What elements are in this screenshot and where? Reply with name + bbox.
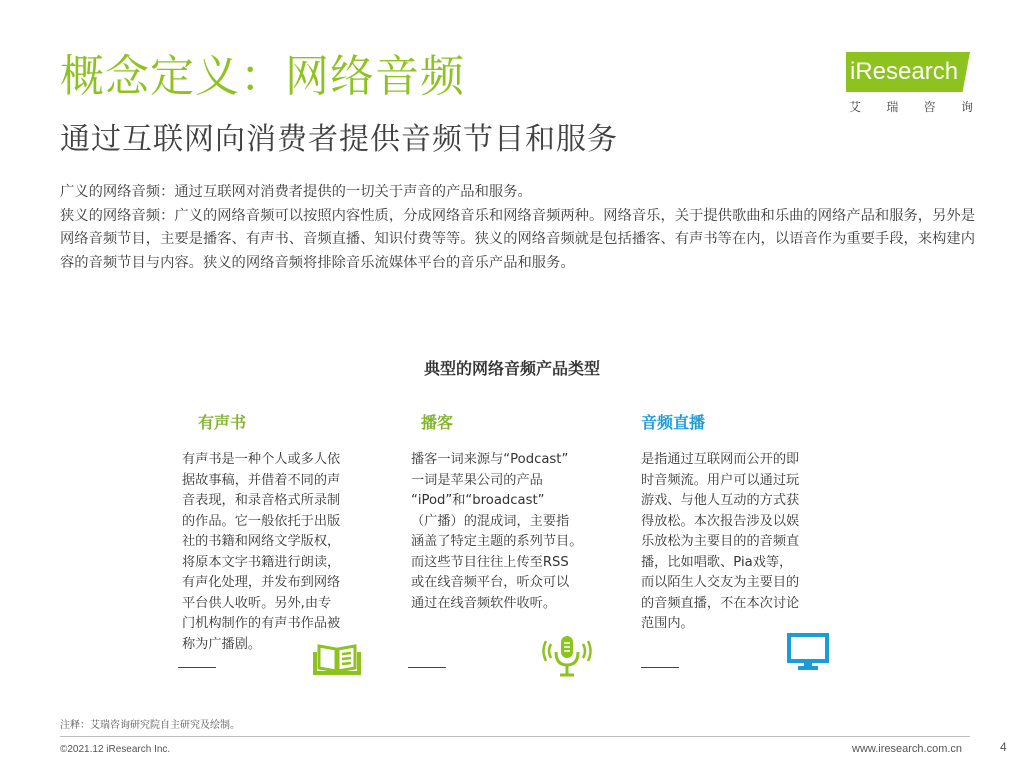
- microphone-icon: [542, 634, 592, 678]
- type-heading: 播客: [421, 413, 454, 432]
- page-subtitle: 通过互联网向消费者提供音频节目和服务: [60, 122, 618, 157]
- divider-underline: [408, 667, 446, 668]
- monitor-icon: [786, 632, 830, 672]
- type-column-live-audio: [641, 410, 831, 635]
- logo-sub-char: 咨: [923, 100, 936, 114]
- page-title: 概念定义：网络音频: [60, 51, 465, 102]
- footnote: 注释：艾瑞咨询研究院自主研究及绘制。: [60, 720, 240, 731]
- broad-definition: 广义的网络音频：通过互联网对消费者提供的一切关于声音的产品和服务。: [60, 184, 532, 200]
- copyright-text: ©2021.12 iResearch Inc.: [60, 744, 171, 755]
- iresearch-logo: [846, 52, 976, 122]
- type-description: 是指通过互联网而公开的即 时音频流。用户可以通过玩 游戏、与他人互动的方式获 得放松。本次报告涉及以娱 乐放松为主要目的的音频直 播，比如唱歌、Pia戏等， 而以陌生人交友为主要目的 的音频直播，不在本次讨论 范围内。: [641, 452, 800, 631]
- logo-sub-char: 瑞: [886, 100, 899, 114]
- page-number: 4: [1000, 740, 1007, 754]
- logo-sub-char: 艾: [849, 100, 862, 114]
- section-title: 典型的网络音频产品类型: [423, 359, 600, 378]
- logo-text: iResearch: [850, 58, 959, 85]
- type-column-podcast: [411, 410, 601, 614]
- divider-underline: [178, 667, 216, 668]
- website-link[interactable]: www.iresearch.com.cn: [852, 743, 963, 755]
- type-heading: 有声书: [198, 413, 247, 432]
- footer-divider: [60, 736, 970, 737]
- logo-sub-char: 询: [960, 100, 973, 114]
- narrow-definition: 狭义的网络音频：广义的网络音频可以按照内容性质，分成网络音乐和网络音频两种。网络音乐，关于提供歌曲和乐曲的网络产品和服务，另外是网络音频节目，主要是播客、有声书、音频直播、知识付费等等。狭义的网络音频就是包括播客、有声书等在内，以语音作为重要手段，来构建内容的音频节目与内容。狭义的网络音频将排除音乐流媒体平台的音乐产品和服务。: [60, 207, 975, 271]
- definition-text: [60, 181, 975, 275]
- type-description: 播客一词来源与“Podcast” 一词是苹果公司的产品 “iPod”和“broadcast” （广播）的混成词，主要指 涵盖了特定主题的系列节目。 而这些节目往往上传至RSS 或在线音频平台，听众可以 通过在线音频软件收听。: [411, 452, 583, 611]
- type-column-audiobook: [182, 410, 372, 655]
- type-heading: 音频直播: [641, 413, 706, 432]
- divider-underline: [641, 667, 679, 668]
- book-icon: [312, 638, 362, 678]
- type-description: 有声书是一种个人或多人依 据故事稿，并借着不同的声 音表现，和录音格式所录制 的作品。它一般依托于出版 社的书籍和网络文学版权， 将原本文字书籍进行朗读， 有声化处理，并发布到网络 平台供人收听。另外,由专 门机构制作的有声书作品被 称为广播剧。: [182, 452, 341, 652]
- logo-subtitle: [849, 98, 973, 115]
